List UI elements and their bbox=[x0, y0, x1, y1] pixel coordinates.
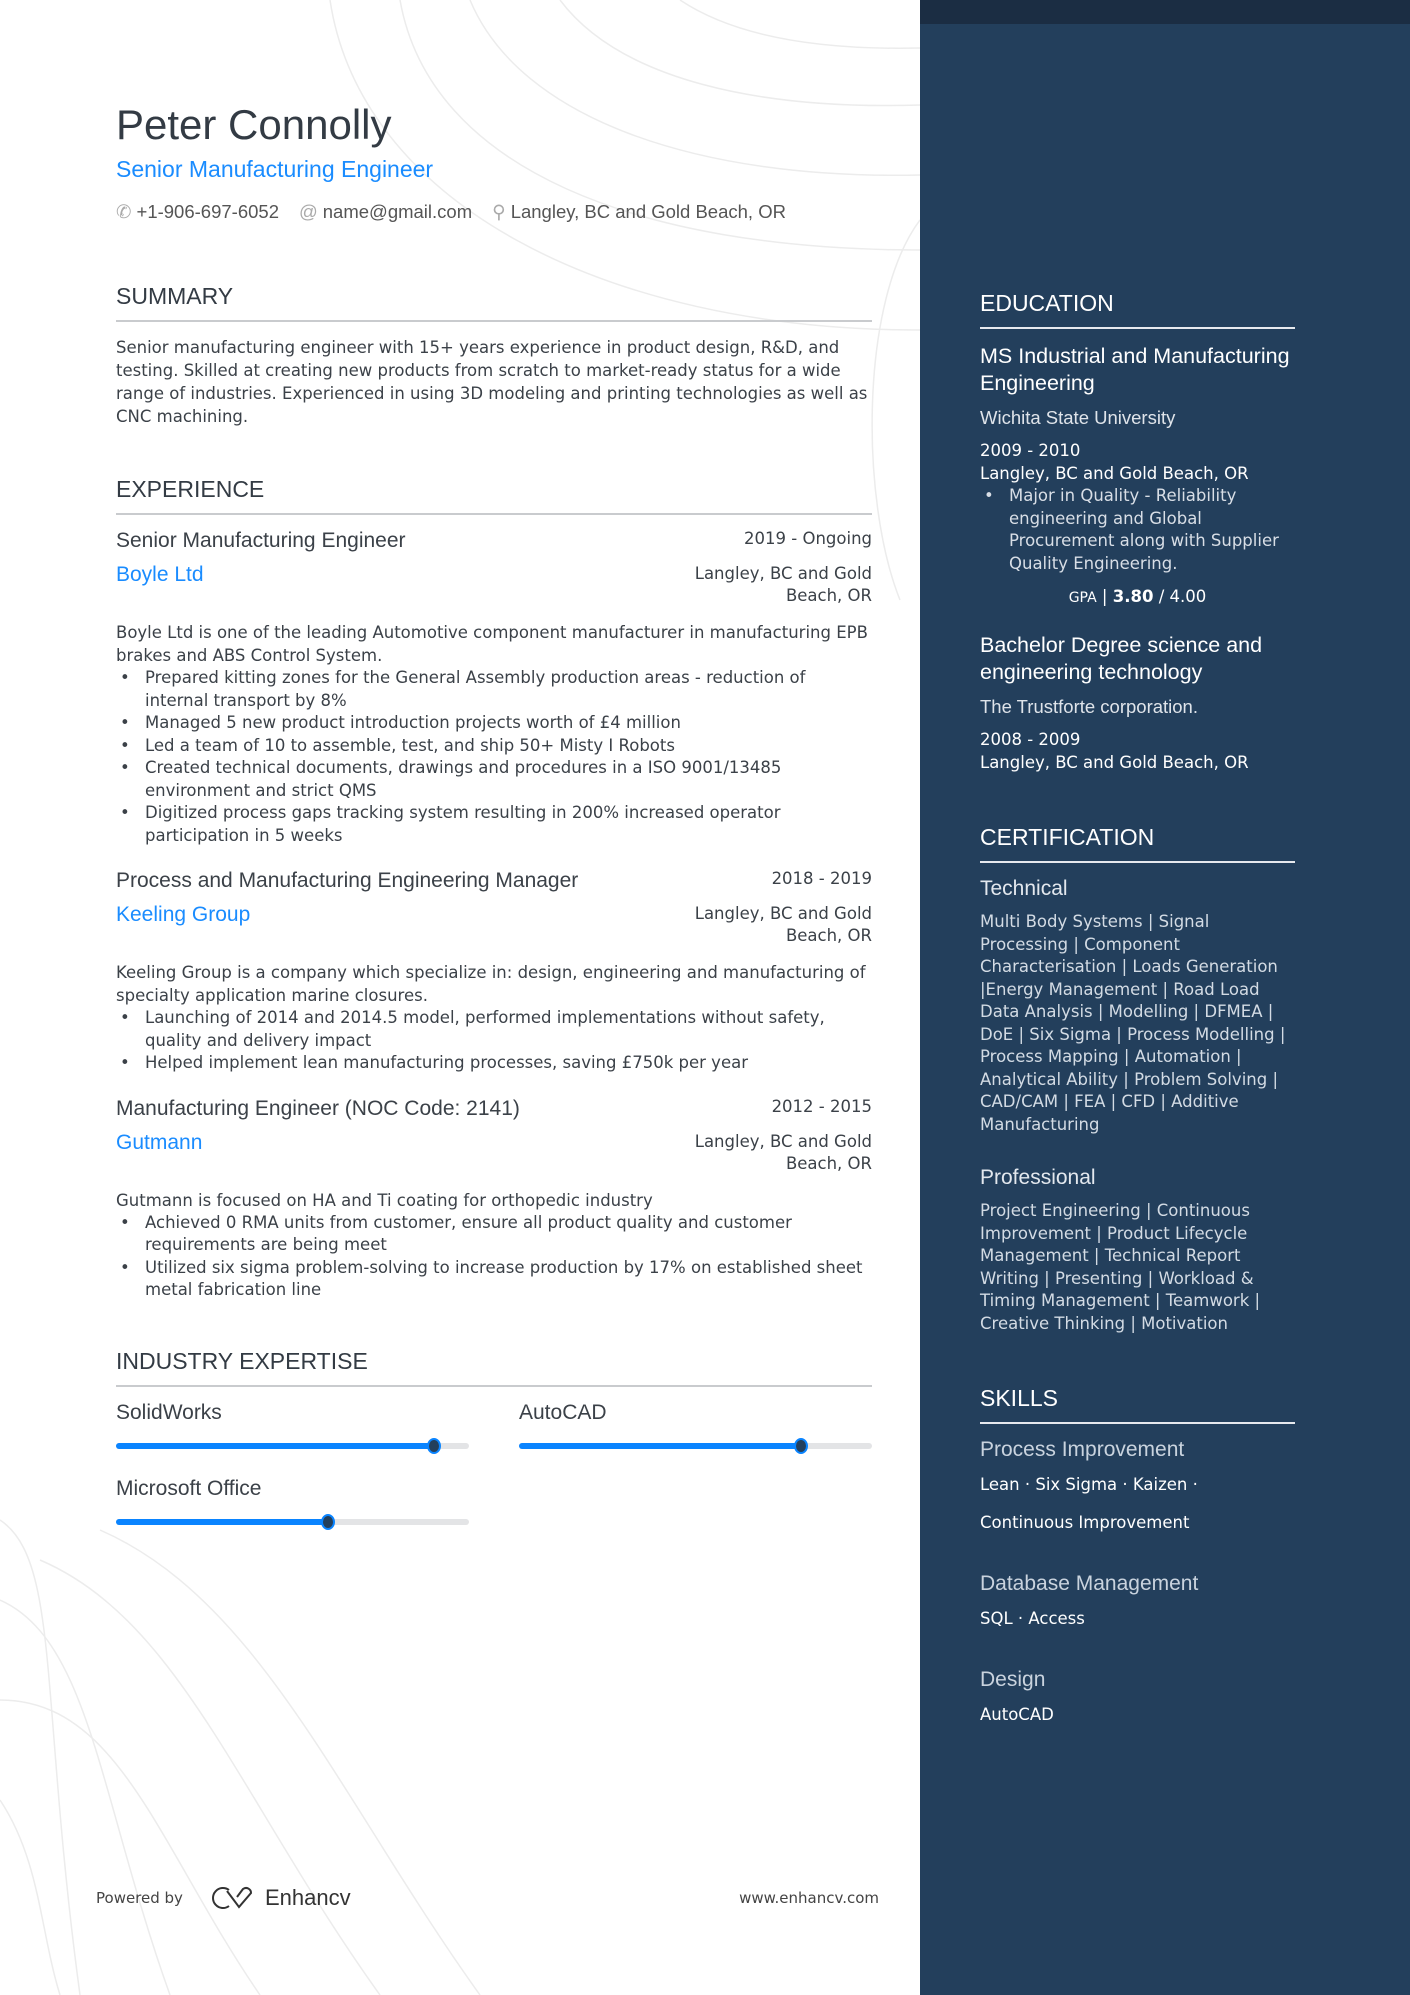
level-fill bbox=[116, 1519, 328, 1525]
job-dates: 2019 - Ongoing bbox=[744, 529, 872, 548]
job-bullet: • Achieved 0 RMA units from customer, ensure all product quality and customer requirements are being meet bbox=[116, 1212, 872, 1257]
footer bbox=[96, 1885, 879, 1911]
job-location: Langley, BC and Gold Beach, OR bbox=[694, 904, 872, 945]
email: name@gmail.com bbox=[322, 201, 473, 222]
edu-dates: 2008 - 2009 bbox=[980, 730, 1081, 749]
job-bullet: • Led a team of 10 to assemble, test, and ship 50+ Misty I Robots bbox=[116, 735, 872, 758]
contact-info bbox=[116, 201, 872, 223]
phone: +1-906-697-6052 bbox=[136, 201, 279, 222]
at-icon: @ bbox=[298, 201, 318, 222]
industry-expertise-section bbox=[116, 1348, 872, 1525]
expertise-level-bar bbox=[116, 1443, 469, 1449]
website-link[interactable]: www.enhancv.com bbox=[739, 1889, 879, 1907]
job-bullet: • Prepared kitting zones for the General Assembly production areas - reduction of internal transport by 8% bbox=[116, 667, 872, 712]
main-column bbox=[116, 100, 872, 1525]
company-description: Gutmann is focused on HA and Ti coating for orthopedic industry bbox=[116, 1190, 653, 1210]
section-heading: CERTIFICATION bbox=[980, 824, 1295, 863]
expertise-name: SolidWorks bbox=[116, 1400, 222, 1424]
expertise-level-bar bbox=[519, 1443, 872, 1449]
education-item bbox=[980, 343, 1295, 606]
phone-icon: ✆ bbox=[116, 201, 132, 222]
company-name: Boyle Ltd bbox=[116, 563, 204, 586]
cert-group-text: Project Engineering | Continuous Improvement | Product Lifecycle Management | Technical Report Writing | Presenting | Workload & Timing Management | Teamwork | Creative Thinking | Motivation bbox=[980, 1201, 1261, 1333]
edu-location: Langley, BC and Gold Beach, OR bbox=[980, 464, 1249, 483]
expertise-item bbox=[116, 1477, 469, 1525]
company-description: Boyle Ltd is one of the leading Automotive component manufacturer in manufacturing EPB brakes and ABS Control System. bbox=[116, 623, 868, 665]
job-bullet: • Utilized six sigma problem-solving to increase production by 17% on established sheet metal fabrication line bbox=[116, 1257, 872, 1302]
candidate-title: Senior Manufacturing Engineer bbox=[116, 156, 434, 182]
summary-text: Senior manufacturing engineer with 15+ years experience in product design, R&D, and testing. Skilled at creating new products from scratch to market-ready status for a wide range of industries. Experienced in using 3D modeling and printing technologies as well as CNC machining. bbox=[116, 338, 868, 426]
summary-section bbox=[116, 283, 872, 428]
enhancv-logo[interactable] bbox=[209, 1885, 351, 1911]
brand-name: Enhancv bbox=[264, 1885, 351, 1910]
section-heading: EXPERIENCE bbox=[116, 476, 872, 515]
sidebar-top-strip bbox=[920, 0, 1410, 24]
edu-dates: 2009 - 2010 bbox=[980, 441, 1081, 460]
skill-items: SQL · Access bbox=[980, 1609, 1085, 1628]
skill-category: Design bbox=[980, 1668, 1046, 1691]
job-dates: 2012 - 2015 bbox=[771, 1096, 872, 1116]
school: Wichita State University bbox=[980, 407, 1176, 428]
location: Langley, BC and Gold Beach, OR bbox=[510, 201, 786, 222]
expertise-name: Microsoft Office bbox=[116, 1476, 262, 1500]
expertise-item bbox=[519, 1401, 872, 1449]
candidate-name: Peter Connolly bbox=[116, 101, 392, 148]
degree: Bachelor Degree science and engineering technology bbox=[980, 633, 1263, 684]
map-pin-icon: ⚲ bbox=[492, 201, 506, 222]
job-dates: 2018 - 2019 bbox=[771, 869, 872, 888]
section-heading: SUMMARY bbox=[116, 283, 872, 322]
skill-category: Process Improvement bbox=[980, 1438, 1185, 1461]
education-item bbox=[980, 632, 1295, 774]
skill-items: Lean · Six Sigma · Kaizen · Continuous Improvement bbox=[980, 1475, 1198, 1532]
experience-section bbox=[116, 476, 872, 1302]
job-location: Langley, BC and Gold Beach, OR bbox=[694, 1131, 872, 1173]
job-entry bbox=[116, 1097, 872, 1302]
skill-items: AutoCAD bbox=[980, 1705, 1054, 1724]
level-knob bbox=[321, 1514, 335, 1530]
enhancv-logo-icon bbox=[209, 1885, 257, 1911]
school: The Trustforte corporation. bbox=[980, 696, 1198, 717]
powered-by-label: Powered by bbox=[96, 1889, 183, 1907]
expertise-name: AutoCAD bbox=[519, 1400, 607, 1424]
job-role: Manufacturing Engineer (NOC Code: 2141) bbox=[116, 1096, 520, 1120]
skill-category: Database Management bbox=[980, 1572, 1199, 1595]
expertise-level-bar bbox=[116, 1519, 469, 1525]
job-location: Langley, BC and Gold Beach, OR bbox=[694, 564, 872, 605]
company-description: Keeling Group is a company which specialize in: design, engineering and manufacturing of specialty application marine closures. bbox=[116, 963, 866, 1005]
company-name: Keeling Group bbox=[116, 903, 251, 926]
sidebar bbox=[920, 0, 1410, 1995]
company-name: Gutmann bbox=[116, 1130, 203, 1154]
job-bullet: • Created technical documents, drawings and procedures in a ISO 9001/13485 environment and strict QMS bbox=[116, 757, 872, 802]
job-role: Process and Manufacturing Engineering Manager bbox=[116, 869, 579, 892]
section-heading: INDUSTRY EXPERTISE bbox=[116, 1348, 872, 1387]
level-knob bbox=[794, 1438, 808, 1454]
cert-group-title: Technical bbox=[980, 877, 1068, 900]
job-entry bbox=[116, 529, 872, 847]
job-bullet: • Digitized process gaps tracking system resulting in 200% increased operator participation in 5 weeks bbox=[116, 802, 872, 847]
job-role: Senior Manufacturing Engineer bbox=[116, 529, 406, 552]
job-entry bbox=[116, 869, 872, 1075]
level-fill bbox=[116, 1443, 434, 1449]
job-bullet: • Managed 5 new product introduction projects worth of £4 million bbox=[116, 712, 872, 735]
job-bullet: • Launching of 2014 and 2014.5 model, performed implementations without safety, quality and delivery impact bbox=[116, 1007, 872, 1052]
edu-bullet: • Major in Quality - Reliability engineering and Global Procurement along with Supplier Quality Engineering. bbox=[980, 485, 1295, 575]
gpa: GPA | 3.80 / 4.00 bbox=[1068, 587, 1207, 606]
expertise-item bbox=[116, 1401, 469, 1449]
level-fill bbox=[519, 1443, 801, 1449]
section-heading: EDUCATION bbox=[980, 290, 1295, 329]
degree: MS Industrial and Manufacturing Engineering bbox=[980, 344, 1290, 395]
job-bullet: • Helped implement lean manufacturing processes, saving £750k per year bbox=[116, 1052, 872, 1075]
section-heading: SKILLS bbox=[980, 1385, 1295, 1424]
level-knob bbox=[427, 1438, 441, 1454]
edu-location: Langley, BC and Gold Beach, OR bbox=[980, 753, 1249, 772]
cert-group-title: Professional bbox=[980, 1166, 1096, 1189]
cert-group-text: Multi Body Systems | Signal Processing | Component Characterisation | Loads Generation |Energy Management | Road Load Data Analysis | Modelling | DFMEA | DoE | Six Sigma | Process Modelling | Process Mapping | Automation | Analytical Ability | Problem Solving | CAD/CAM | FEA | CFD | Additive Manufacturing bbox=[980, 912, 1286, 1134]
